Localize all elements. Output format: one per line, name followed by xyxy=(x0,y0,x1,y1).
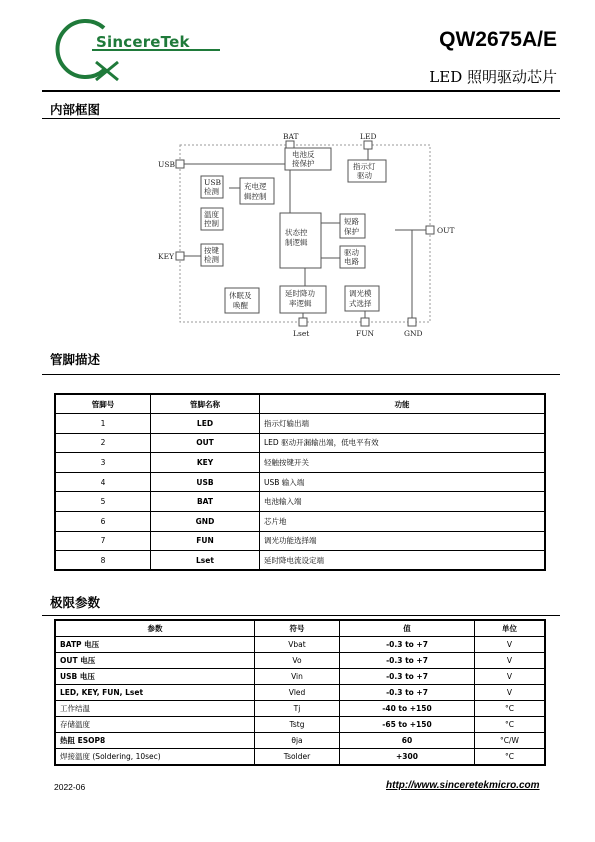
table-cell: 4 xyxy=(55,472,151,492)
block-charge-logic: 充电逻 xyxy=(244,182,267,191)
table-cell: USB xyxy=(151,472,260,492)
table-row xyxy=(55,652,545,668)
table-cell: Vin xyxy=(255,668,340,684)
table-cell: LED xyxy=(151,414,260,434)
table-cell: °C xyxy=(475,717,546,733)
diagram-label: 驱动 xyxy=(357,171,372,180)
table-cell: 轻触按键开关 xyxy=(260,453,546,473)
table-cell: OUT 电压 xyxy=(55,652,255,668)
block-key-detect: 按键 xyxy=(204,246,219,255)
section-title-block-diagram: 内部框图 xyxy=(50,102,101,117)
table-cell: °C xyxy=(475,700,546,716)
table-cell: FUN xyxy=(151,531,260,551)
table-row xyxy=(55,749,545,765)
table-cell: 工作结温 xyxy=(55,700,255,716)
table-cell: -65 to +150 xyxy=(340,717,475,733)
table-row xyxy=(55,700,545,716)
table-row xyxy=(55,531,545,551)
pin-out-label: OUT xyxy=(437,226,455,235)
table-cell: 1 xyxy=(55,414,151,434)
table-cell: 芯片地 xyxy=(260,512,546,532)
table-cell: Lset xyxy=(151,551,260,571)
table-cell: 指示灯输出端 xyxy=(260,414,546,434)
table-cell: GND xyxy=(151,512,260,532)
col-header: 符号 xyxy=(255,620,340,636)
pin-key-label: KEY xyxy=(158,252,175,261)
table-cell: USB 电压 xyxy=(55,668,255,684)
table-cell: Vled xyxy=(255,684,340,700)
diagram-label: 率逻辑 xyxy=(289,299,312,308)
pin-bat-label: BAT xyxy=(283,132,299,141)
block-temp-control: 温度 xyxy=(204,210,219,219)
table-row xyxy=(55,717,545,733)
block-drive-circuit: 驱动 xyxy=(344,248,359,257)
section-rule xyxy=(42,374,560,375)
table-cell: 6 xyxy=(55,512,151,532)
pin-table xyxy=(54,393,546,571)
table-cell: 3 xyxy=(55,453,151,473)
diagram-label: 保护 xyxy=(344,227,359,236)
header-rule xyxy=(42,90,560,92)
table-cell: Tsolder xyxy=(255,749,340,765)
table-cell: LED, KEY, FUN, Lset xyxy=(55,684,255,700)
diagram-label: 电路 xyxy=(344,257,359,266)
table-cell: V xyxy=(475,636,546,652)
part-number: QW2675A/E xyxy=(439,28,557,51)
section-rule xyxy=(42,118,560,119)
block-dim-select: 调光模 xyxy=(349,289,372,298)
table-cell: OUT xyxy=(151,433,260,453)
pin-gnd-label: GND xyxy=(404,329,423,338)
table-row xyxy=(55,668,545,684)
table-row xyxy=(55,453,545,473)
diagram-label: 检测 xyxy=(204,255,219,264)
limits-table xyxy=(54,619,546,766)
table-cell: Tstg xyxy=(255,717,340,733)
pin-lset-label: Lset xyxy=(293,329,310,338)
table-cell: 调光功能选择端 xyxy=(260,531,546,551)
table-cell: -0.3 to +7 xyxy=(340,636,475,652)
pin-led-label: LED xyxy=(360,132,377,141)
table-cell: θja xyxy=(255,733,340,749)
table-row xyxy=(55,414,545,434)
block-delay-logic: 延时降功 xyxy=(285,289,315,298)
table-cell: LED 驱动开漏输出端，低电平有效 xyxy=(260,433,546,453)
col-header: 参数 xyxy=(55,620,255,636)
table-cell: °C xyxy=(475,749,546,765)
section-title-limits: 极限参数 xyxy=(50,595,101,610)
block-diagram xyxy=(155,128,465,343)
table-cell: V xyxy=(475,652,546,668)
table-cell: USB 输入端 xyxy=(260,472,546,492)
table-cell: -0.3 to +7 xyxy=(340,652,475,668)
table-row xyxy=(55,472,545,492)
table-row xyxy=(55,636,545,652)
table-cell: BATP 电压 xyxy=(55,636,255,652)
table-row xyxy=(55,512,545,532)
brand-name: SincereTek xyxy=(96,33,190,51)
table-cell: -40 to +150 xyxy=(340,700,475,716)
table-cell: 5 xyxy=(55,492,151,512)
col-header: 单位 xyxy=(475,620,546,636)
col-header: 功能 xyxy=(260,394,546,414)
table-cell: KEY xyxy=(151,453,260,473)
table-row xyxy=(55,492,545,512)
table-cell: -0.3 to +7 xyxy=(340,668,475,684)
table-cell: V xyxy=(475,684,546,700)
col-header: 值 xyxy=(340,620,475,636)
block-sleep-wake: 休眠及 xyxy=(229,291,252,300)
col-header: 管脚名称 xyxy=(151,394,260,414)
table-cell: 延时降电流设定端 xyxy=(260,551,546,571)
block-led-driver: 指示灯 xyxy=(353,162,376,171)
table-cell: Tj xyxy=(255,700,340,716)
diagram-label: 控制 xyxy=(204,219,219,228)
pin-fun-label: FUN xyxy=(356,329,375,338)
doc-subtitle: LED 照明驱动芯片 xyxy=(429,68,557,86)
table-cell: 热阻 ESOP8 xyxy=(55,733,255,749)
section-rule xyxy=(42,615,560,616)
table-cell: 电池输入端 xyxy=(260,492,546,512)
diagram-label: 制逻辑 xyxy=(285,238,308,247)
footer-date: 2022-06 xyxy=(54,782,86,792)
table-cell: Vo xyxy=(255,652,340,668)
table-cell: 焊接温度 (Soldering, 10sec) xyxy=(55,749,255,765)
table-cell: Vbat xyxy=(255,636,340,652)
table-cell: V xyxy=(475,668,546,684)
section-title-pin-desc: 管脚描述 xyxy=(50,352,101,367)
table-row xyxy=(55,733,545,749)
col-header: 管脚号 xyxy=(55,394,151,414)
diagram-label: 辑控制 xyxy=(244,192,267,201)
table-cell: BAT xyxy=(151,492,260,512)
table-row xyxy=(55,551,545,571)
diagram-label: 接保护 xyxy=(292,159,315,168)
table-cell: 2 xyxy=(55,433,151,453)
table-cell: -0.3 to +7 xyxy=(340,684,475,700)
table-cell: +300 xyxy=(340,749,475,765)
diagram-label: 检测 xyxy=(204,187,219,196)
footer-website-link[interactable]: http://www.sinceretekmicro.com xyxy=(386,780,540,791)
diagram-label: 唤醒 xyxy=(233,301,248,310)
block-short-protect: 短路 xyxy=(344,217,359,226)
table-cell: 60 xyxy=(340,733,475,749)
block-usb-detect: USB xyxy=(204,178,221,187)
diagram-label: 式选择 xyxy=(349,299,372,308)
table-row xyxy=(55,433,545,453)
block-batt-protect: 电池反 xyxy=(292,150,315,159)
table-row xyxy=(55,684,545,700)
table-cell: °C/W xyxy=(475,733,546,749)
pin-usb-label: USB xyxy=(158,160,175,169)
table-cell: 存储温度 xyxy=(55,717,255,733)
table-cell: 7 xyxy=(55,531,151,551)
table-cell: 8 xyxy=(55,551,151,571)
block-state-logic: 状态控 xyxy=(285,228,308,237)
